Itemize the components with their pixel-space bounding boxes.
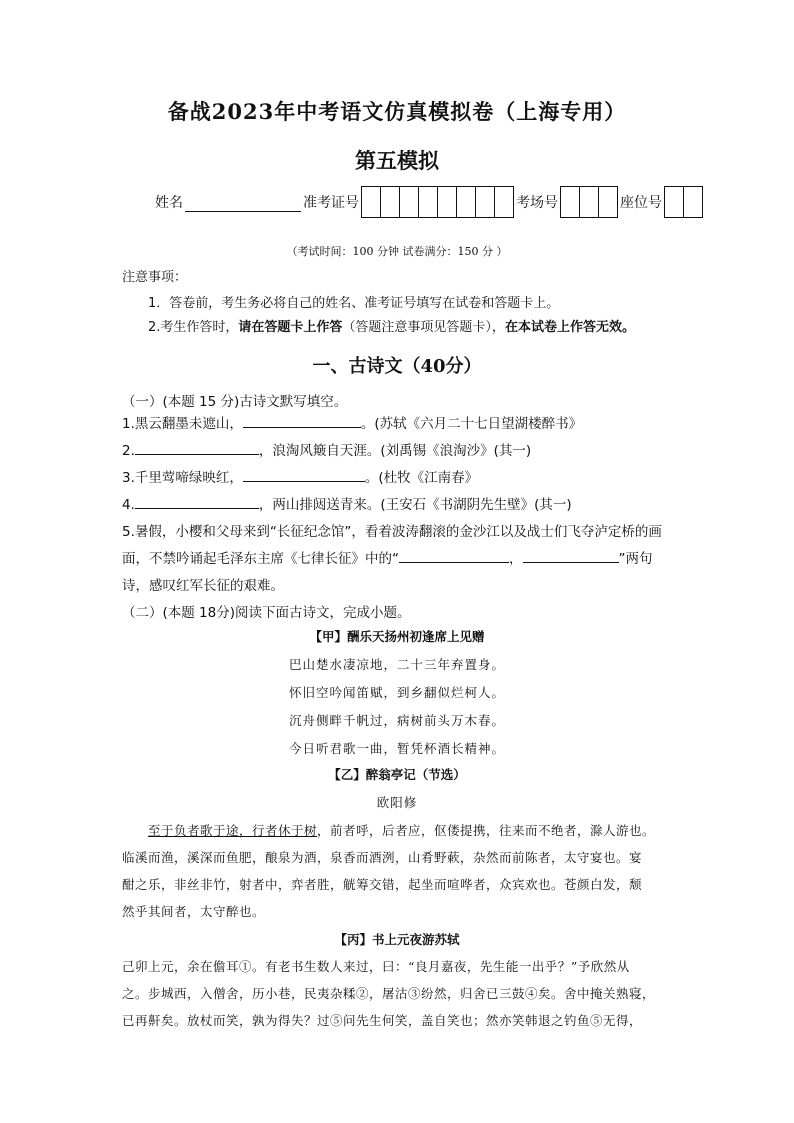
question-5-line-2: 面，不禁吟诵起毛泽东主席《七律长征》中的“ ， ”两句 <box>122 547 653 567</box>
question-2: 2. ，浪淘风簸自天涯。(刘禹锡《浪淘沙》(其一) <box>122 439 531 459</box>
question-4: 4. ，两山排闼送青来。(王安石《书湖阴先生壁》(其一) <box>122 493 572 513</box>
answer-blank[interactable] <box>243 467 365 482</box>
seat-boxes[interactable] <box>664 186 703 218</box>
seat-label: 座位号 <box>620 195 662 211</box>
poem-jia-line: 沉舟侧畔千帆过，病树前头万木春。 <box>288 713 505 728</box>
room-label: 考场号 <box>516 195 558 211</box>
notice-heading: 注意事项： <box>122 270 188 285</box>
question-3: 3.千里莺啼绿映红， 。(杜牧《江南春》 <box>122 466 478 486</box>
exam-time-info: （考试时间：100 分钟 试卷满分：150 分 ） <box>286 245 508 258</box>
answer-blank[interactable] <box>399 548 509 563</box>
question-1: 1.黑云翻墨未遮山， 。(苏轼《六月二十七日望湖楼醉书》 <box>122 412 582 432</box>
text-yi-author: 欧阳修 <box>376 795 418 810</box>
poem-jia-line: 今日听君歌一曲，暂凭杯酒长精神。 <box>288 741 505 756</box>
name-field[interactable] <box>185 193 301 212</box>
name-label: 姓名 <box>155 195 183 211</box>
exam-title: 备战2023年中考语文仿真模拟卷（上海专用） <box>167 99 627 124</box>
text-yi-line-2: 临溪而渔，溪深而鱼肥，酿泉为酒，泉香而酒洌，山肴野蔌，杂然而前陈者，太守宴也。宴 <box>122 850 643 865</box>
question-5-line-3: 诗，感叹红军长征的艰难。 <box>122 578 284 594</box>
poem-jia-line: 怀旧空吟闻笛赋，到乡翻似烂柯人。 <box>288 685 505 700</box>
notice-item-1: 1．答卷前，考生务必将自己的姓名、准考证号填写在试卷和答题卡上。 <box>148 296 560 311</box>
poem-jia-title: 【甲】酬乐天扬州初逢席上见赠 <box>309 629 485 644</box>
question-5-line-1: 5.暑假，小樱和父母来到“长征纪念馆”，看着波涛翻滚的金沙江以及战士们飞夺泸定桥的画 <box>122 524 662 540</box>
answer-blank[interactable] <box>135 494 259 509</box>
text-bing-line-2: 之。步城西，入僧舍，历小巷，民夷杂糅②，屠沽③纷然，归舍已三鼓④矣。舍中掩关熟寝， <box>122 986 656 1001</box>
part-1-intro: （一）(本题 15 分)古诗文默写填空。 <box>122 394 348 410</box>
answer-blank[interactable] <box>135 440 259 455</box>
answer-blank[interactable] <box>243 413 361 428</box>
exam-subtitle: 第五模拟 <box>355 148 439 173</box>
candidate-info-row <box>155 186 705 218</box>
text-bing-line-3: 已再鼾矣。放杖而笑，孰为得失？过⑤问先生何笑，盖自笑也；然亦笑韩退之钓鱼⑤无得， <box>122 1013 643 1028</box>
section-1-title: 一、古诗文（40分） <box>312 356 482 377</box>
text-yi-title: 【乙】醉翁亭记（节选） <box>328 767 466 782</box>
part-2-intro: （二）(本题 18分)阅读下面古诗文，完成小题。 <box>122 605 411 621</box>
text-bing-line-1: 己卯上元，余在儋耳①。有老书生数人来过，曰：“良月嘉夜，先生能一出乎？”予欣然从 <box>122 959 630 974</box>
room-boxes[interactable] <box>560 186 618 218</box>
exam-no-label: 准考证号 <box>303 195 359 211</box>
exam-no-boxes[interactable] <box>361 186 514 218</box>
text-bing-title: 【丙】书上元夜游苏轼 <box>334 932 460 947</box>
text-yi-line-3: 酣之乐，非丝非竹，射者中，弈者胜，觥筹交错，起坐而喧哗者，众宾欢也。苍颜白发，颓 <box>122 877 643 892</box>
text-yi-line-4: 然乎其间者，太守醉也。 <box>122 904 266 919</box>
answer-blank[interactable] <box>523 548 619 563</box>
notice-item-2: 2.考生作答时，请在答题卡上作答（答题注意事项见答题卡），在本试卷上作答无效。 <box>148 320 635 335</box>
poem-jia-line: 巴山楚水凄凉地，二十三年弃置身。 <box>288 657 505 672</box>
text-yi-line-1: 至于负者歌于途，行者休于树，前者呼，后者应，伛偻提携，往来而不绝者，滁人游也。 <box>148 823 656 838</box>
